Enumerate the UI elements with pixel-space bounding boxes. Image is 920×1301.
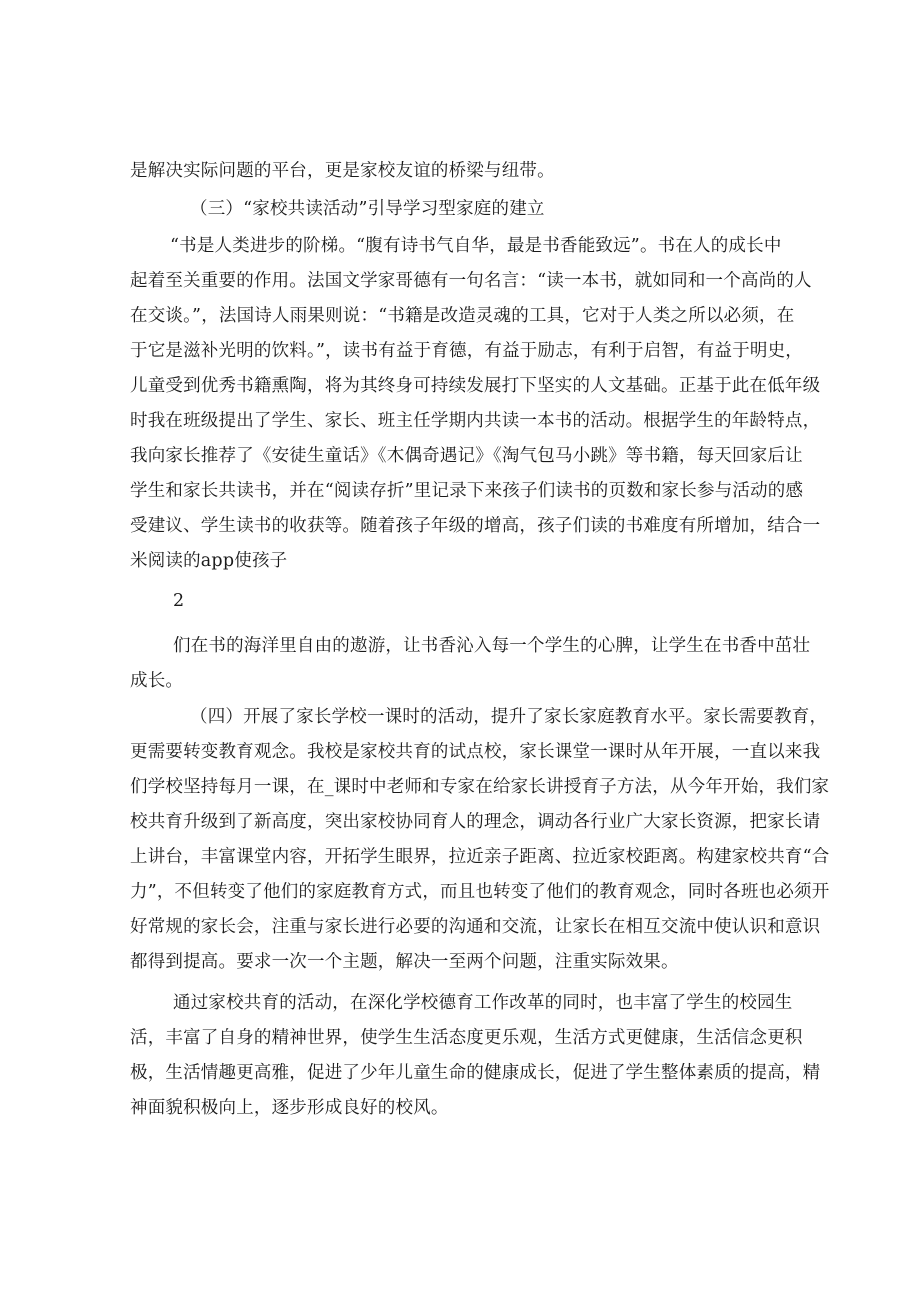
text-line: 于它是滋补光明的饮料。”，读书有益于育德，有益于励志，有利于启智，有益于明史，: [130, 341, 803, 361]
text-line: “书是人类进步的阶梯。“腹有诗书气自华，最是书香能致远”。书在人的成长中: [170, 236, 782, 256]
text-line: 我向家长推荐了《安徒生童话》《木偶奇遇记》《淘气包马小跳》等书籍，每天回家后让: [130, 446, 803, 466]
text-line: 学生和家长共读书，并在“阅读存折”里记录下来孩子们读书的页数和家长参与活动的感: [130, 481, 804, 501]
text-line: 更需要转变教育观念。我校是家校共育的试点校，家长课堂一课时从年开展，一直以来我: [130, 742, 821, 762]
text-line: 好常规的家长会，注重与家长进行必要的沟通和交流，让家长在相互交流中使认识和意识: [130, 917, 821, 937]
text-line: 米阅读的app使孩子: [130, 551, 288, 571]
text-line: 神面貌积极向上，逐步形成良好的校风。: [130, 1098, 449, 1118]
text-line: 儿童受到优秀书籍熏陶，将为其终身可持续发展打下坚实的人文基础。正基于此在低年级: [130, 376, 821, 396]
text-line: 在交谈。”，法国诗人雨果则说：“书籍是改造灵魂的工具，它对于人类之所以必须，在: [130, 306, 795, 326]
text-line: 活，丰富了自身的精神世界，使学生生活态度更乐观，生活方式更健康，生活信念更积: [130, 1028, 803, 1048]
text-line: 起着至关重要的作用。法国文学家哥德有一句名言：“读一本书，就如同和一个高尚的人: [130, 271, 812, 291]
text-line: 力”，不但转变了他们的家庭教育方式，而且也转变了他们的教育观念，同时各班也必须开: [130, 882, 830, 902]
text-line: 通过家校共育的活动，在深化学校德育工作改革的同时，也丰富了学生的校园生: [173, 993, 793, 1013]
text-line: 是解决实际问题的平台，更是家校友谊的桥梁与纽带。: [130, 161, 555, 181]
section-heading: （四）开展了家长学校一课时的活动，提升了家长家庭教育水平。家长需要教育，: [190, 707, 828, 727]
text-line: 时我在班级提出了学生、家长、班主任学期内共读一本书的活动。根据学生的年龄特点，: [130, 411, 821, 431]
text-line: 受建议、学生读书的收获等。随着孩子年级的增高，孩子们读的书难度有所增加，结合一: [130, 516, 821, 536]
page-number: 2: [173, 591, 185, 611]
text-line: 们在书的海洋里自由的遨游，让书香沁入每一个学生的心脾，让学生在书香中茁壮: [173, 636, 811, 656]
text-line: 校共育升级到了新高度，突出家校协同育人的理念，调动各行业广大家长资源，把家长请: [130, 812, 821, 832]
text-line: 极，生活情趣更高雅，促进了少年儿童生命的健康成长，促进了学生整体素质的提高，精: [130, 1063, 821, 1083]
text-line: 成长。: [130, 671, 184, 691]
text-line: 都得到提高。要求一次一个主题，解决一至两个问题，注重实际效果。: [130, 952, 679, 972]
section-heading: （三）“家校共读活动”引导学习型家庭的建立: [190, 199, 545, 219]
text-line: 上讲台，丰富课堂内容，开拓学生眼界，拉近亲子距离、拉近家校距离。构建家校共育“合: [130, 847, 830, 867]
text-line: 们学校坚持每月一课，在_课时中老师和专家在给家长讲授育子方法，从今年开始，我们家: [130, 777, 830, 797]
